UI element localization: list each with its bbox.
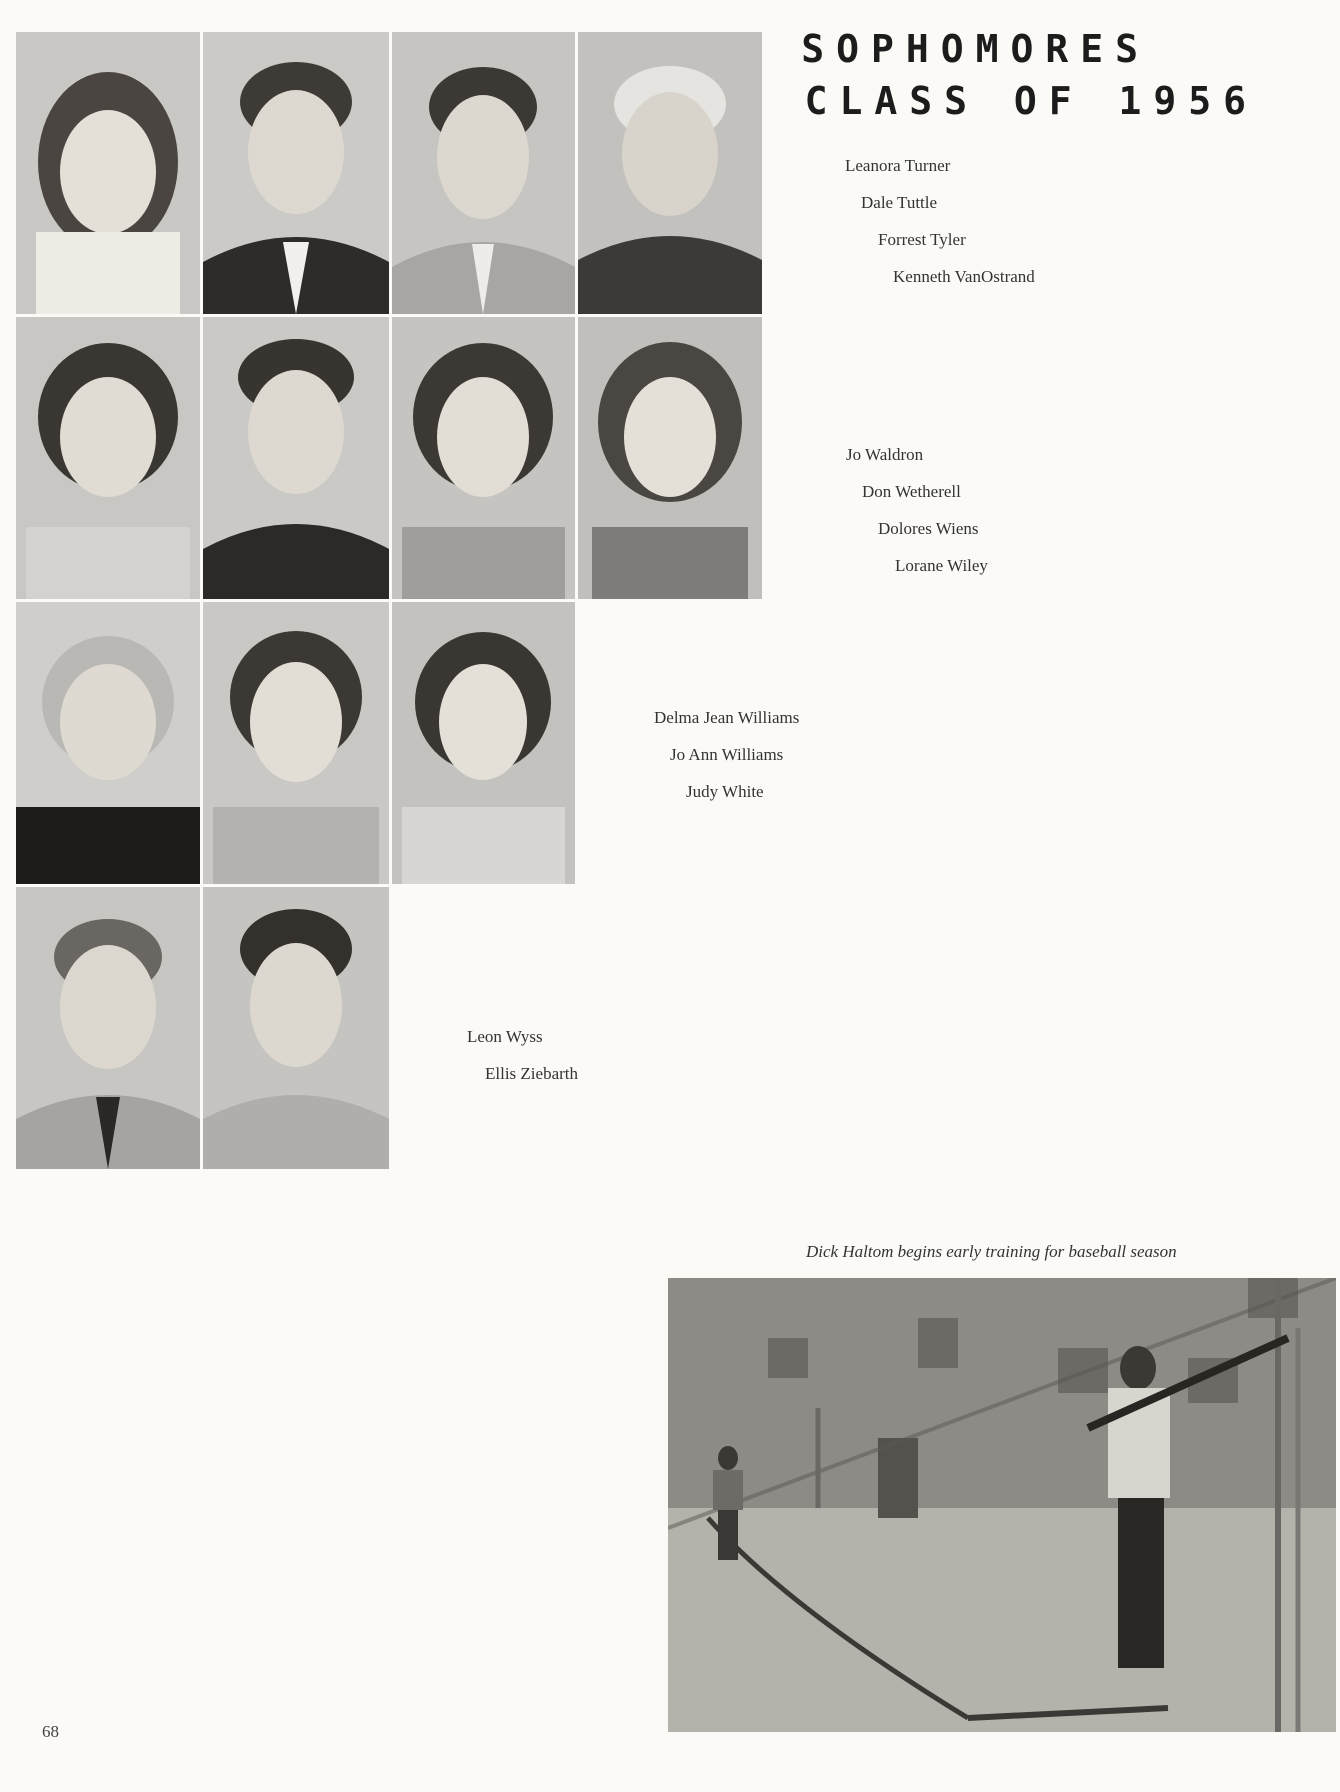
portrait <box>392 317 575 599</box>
portrait <box>203 887 389 1169</box>
portrait <box>578 317 762 599</box>
baseball-training-photo <box>668 1278 1336 1732</box>
student-name: Jo Waldron <box>846 445 924 464</box>
page-heading-line2: CLASS OF 1956 <box>804 79 1258 123</box>
portrait <box>392 32 575 314</box>
portrait <box>203 32 389 314</box>
portrait <box>16 32 200 314</box>
student-name: Kenneth VanOstrand <box>893 267 1035 286</box>
student-name: Forrest Tyler <box>878 230 966 249</box>
portrait <box>16 887 200 1169</box>
portrait <box>203 602 389 884</box>
portrait <box>16 317 200 599</box>
portrait <box>578 32 762 314</box>
student-name: Leanora Turner <box>845 156 951 175</box>
student-name: Leon Wyss <box>467 1027 543 1046</box>
student-name: Ellis Ziebarth <box>485 1064 579 1083</box>
photo-caption: Dick Haltom begins early training for baseball season <box>806 1242 1177 1261</box>
student-name: Jo Ann Williams <box>670 745 784 764</box>
page-heading-line1: SOPHOMORES <box>801 27 1150 71</box>
portrait <box>16 602 200 884</box>
portrait <box>203 317 389 599</box>
page-number: 68 <box>42 1722 59 1741</box>
portrait <box>392 602 575 884</box>
student-name: Dolores Wiens <box>878 519 979 538</box>
student-name: Judy White <box>686 782 764 801</box>
student-name: Dale Tuttle <box>861 193 938 212</box>
student-name: Don Wetherell <box>862 482 961 501</box>
student-name: Delma Jean Williams <box>654 708 800 727</box>
student-name: Lorane Wiley <box>895 556 988 575</box>
